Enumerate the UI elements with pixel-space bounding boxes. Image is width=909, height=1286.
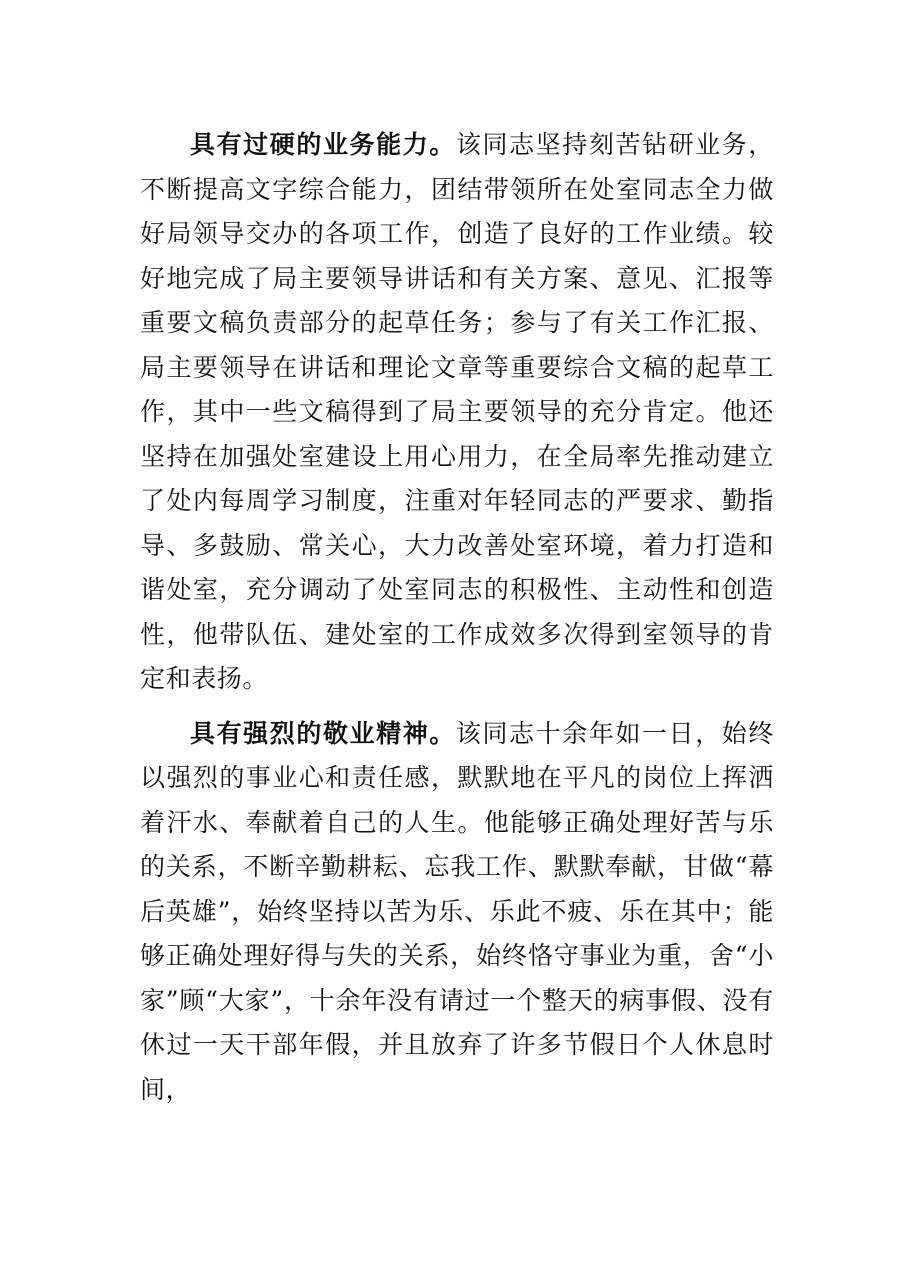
paragraph-dedication	[140, 712, 774, 1113]
paragraph-heading: 具有过硬的业务能力。	[190, 130, 456, 159]
paragraph-heading: 具有强烈的敬业精神。	[190, 718, 456, 748]
paragraph-text: 该同志坚持刻苦钻研业务，不断提高文字综合能力，团结带领所在处室同志全力做好局领导交办的各项工作，创造了良好的工作业绩。较好地完成了局主要领导讲话和有关方案、意见、汇报等重要文稿负责部分的起草任务；参与了有关工作汇报、局主要领导在讲话和理论文章等重要综合文稿的起草工作，其中一些文稿得到了局主要领导的充分肯定。他还坚持在加强处室建设上用心用力，在全局率先推动建立了处内每周学习制度，注重对年轻同志的严要求、勤指导、多鼓励、常关心，大力改善处室环境，着力打造和谐处室，充分调动了处室同志的积极性、主动性和创造性，他带队伍、建处室的工作成效多次得到室领导的肯定和表扬。	[140, 130, 774, 693]
paragraph-text: 该同志十余年如一日，始终以强烈的事业心和责任感，默默地在平凡的岗位上挥洒着汗水、奉献着自己的人生。他能够正确处理好苦与乐的关系，不断辛勤耕耘、忘我工作、默默奉献，甘做“幕后英雄”，始终坚持以苦为乐、乐此不疲、乐在其中；能够正确处理好得与失的关系，始终恪守事业为重，舍“小家”顾“大家”，十余年没有请过一个整天的病事假、没有休过一天干部年假，并且放弃了许多节假日个人休息时间，	[140, 718, 774, 1104]
document-body	[140, 123, 774, 1112]
paragraph-business-ability	[140, 123, 774, 702]
